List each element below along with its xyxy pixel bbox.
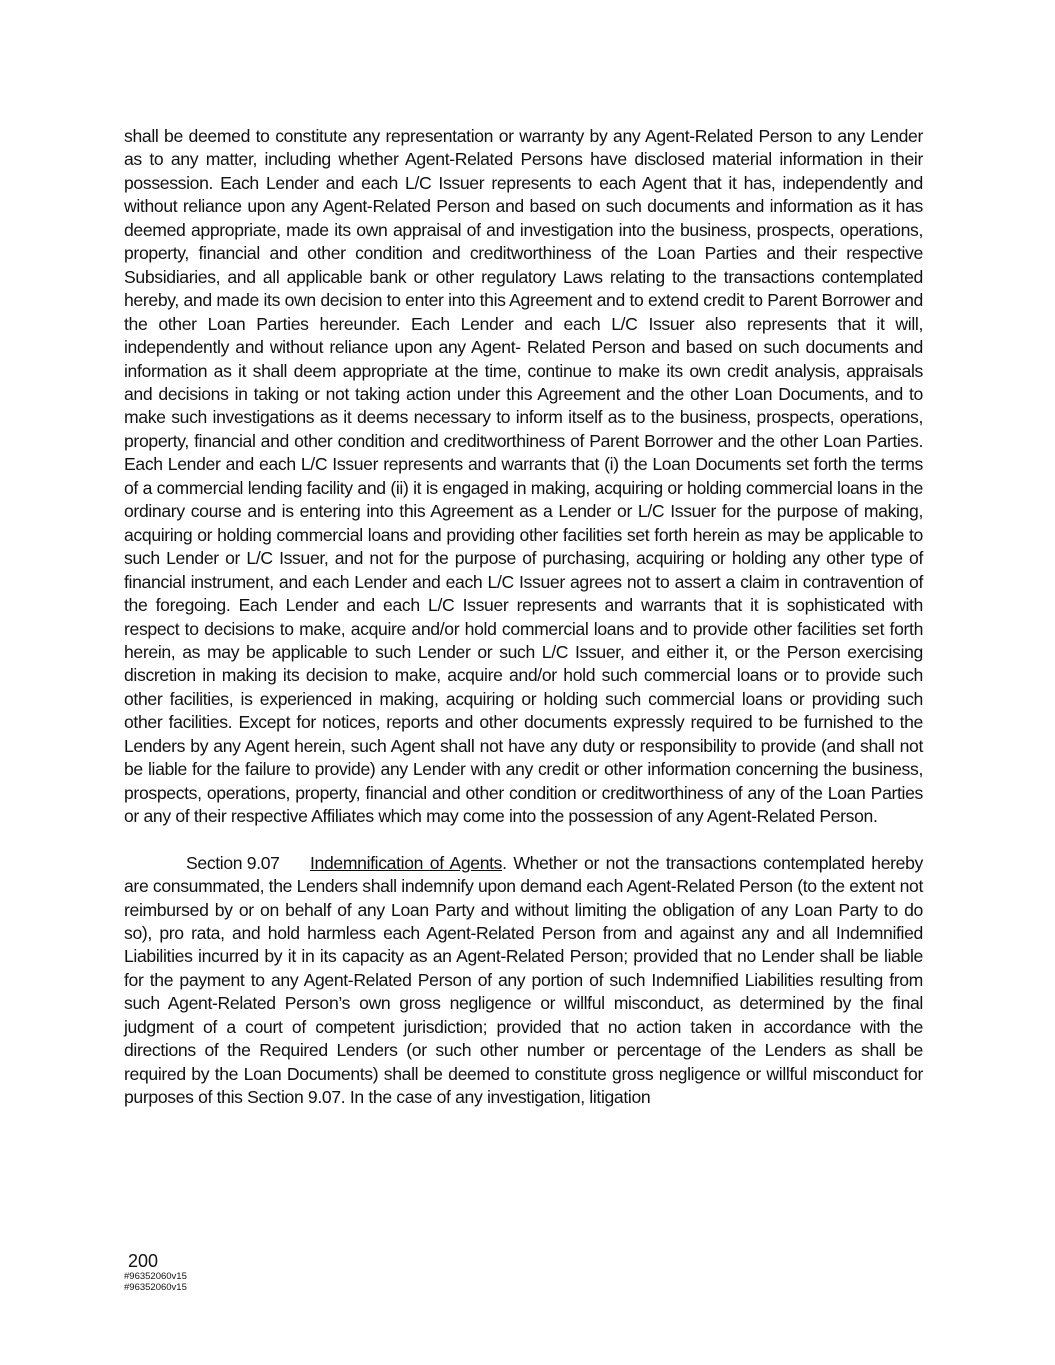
section-title: Indemnification of Agents (310, 852, 503, 873)
page-number: 200 (128, 1251, 159, 1271)
document-id: #96352060v15 (124, 1271, 187, 1282)
document-body (124, 125, 923, 1110)
document-id-duplicate: #96352060v15 (124, 1282, 187, 1293)
section-number: Section 9.07 (186, 852, 280, 873)
paragraph-continuation: shall be deemed to constitute any representation or warranty by any Agent-Related Person to any Lender as to any matter, including whether Agent-Related Persons have disclosed material information in their possession. Each Lender and each L/C Issuer represents to each Agent that it has, independently and without reliance upon any Agent-Related Person and based on such documents and information as it has deemed appropriate, made its own appraisal of and investigation into the business, prospects, operations, property, financial and other condition and creditworthiness of the Loan Parties and their respective Subsidiaries, and all applicable bank or other regulatory Laws relating to the transactions contemplated hereby, and made its own decision to enter into this Agreement and to extend credit to Parent Borrower and the other Loan Parties hereunder. Each Lender and each L/C Issuer also represents that it will, independently and without reliance upon any Agent- Related Person and based on such documents and information as it shall deem appropriate at the time, continue to make its own credit analysis, appraisals and decisions in taking or not taking action under this Agreement and the other Loan Documents, and to make such investigations as it deems necessary to inform itself as to the business, prospects, operations, property, financial and other condition and creditworthiness of Parent Borrower and the other Loan Parties. Each Lender and each L/C Issuer represents and warrants that (i) the Loan Documents set forth the terms of a commercial lending facility and (ii) it is engaged in making, acquiring or holding commercial loans in the ordinary course and is entering into this Agreement as a Lender or L/C Issuer for the purpose of making, acquiring or holding commercial loans and providing other facilities set forth herein as may be applicable to such Lender or L/C Issuer, and not for the purpose of purchasing, acquiring or holding any other type of financial instrument, and each Lender and each L/C Issuer agrees not to assert a claim in contravention of the foregoing. Each Lender and each L/C Issuer represents and warrants that it is sophisticated with respect to decisions to make, acquire and/or hold commercial loans and to provide other facilities set forth herein, as may be applicable to such Lender or such L/C Issuer, and either it, or the Person exercising discretion in making its decision to make, acquire and/or hold such commercial loans or to provide such other facilities, is experienced in making, acquiring or holding such commercial loans or providing such other facilities. Except for notices, reports and other documents expressly required to be furnished to the Lenders by any Agent herein, such Agent shall not have any duty or responsibility to provide (and shall not be liable for the failure to provide) any Lender with any credit or other information concerning the business, prospects, operations, property, financial and other condition or creditworthiness of any of the Loan Parties or any of their respective Affiliates which may come into the possession of any Agent-Related Person. (124, 126, 923, 827)
page-footer (124, 1251, 187, 1293)
section-paragraph (124, 852, 923, 1110)
section-text: . Whether or not the transactions contemplated hereby are consummated, the Lenders shall indemnify upon demand each Agent-Related Person (to the extent not reimbursed by or on behalf of any Loan Party and without limiting the obligation of any Loan Party to do so), pro rata, and hold harmless each Agent-Related Person from and against any and all Indemnified Liabilities incurred by it in its capacity as an Agent-Related Person; provided that no Lender shall be liable for the payment to any Agent-Related Person of any portion of such Indemnified Liabilities resulting from such Agent-Related Person’s own gross negligence or willful misconduct, as determined by the final judgment of a court of competent jurisdiction; provided that no action taken in accordance with the directions of the Required Lenders (or such other number or percentage of the Lenders as shall be required by the Loan Documents) shall be deemed to constitute gross negligence or willful misconduct for purposes of this Section 9.07. In the case of any investigation, litigation (124, 852, 923, 1108)
